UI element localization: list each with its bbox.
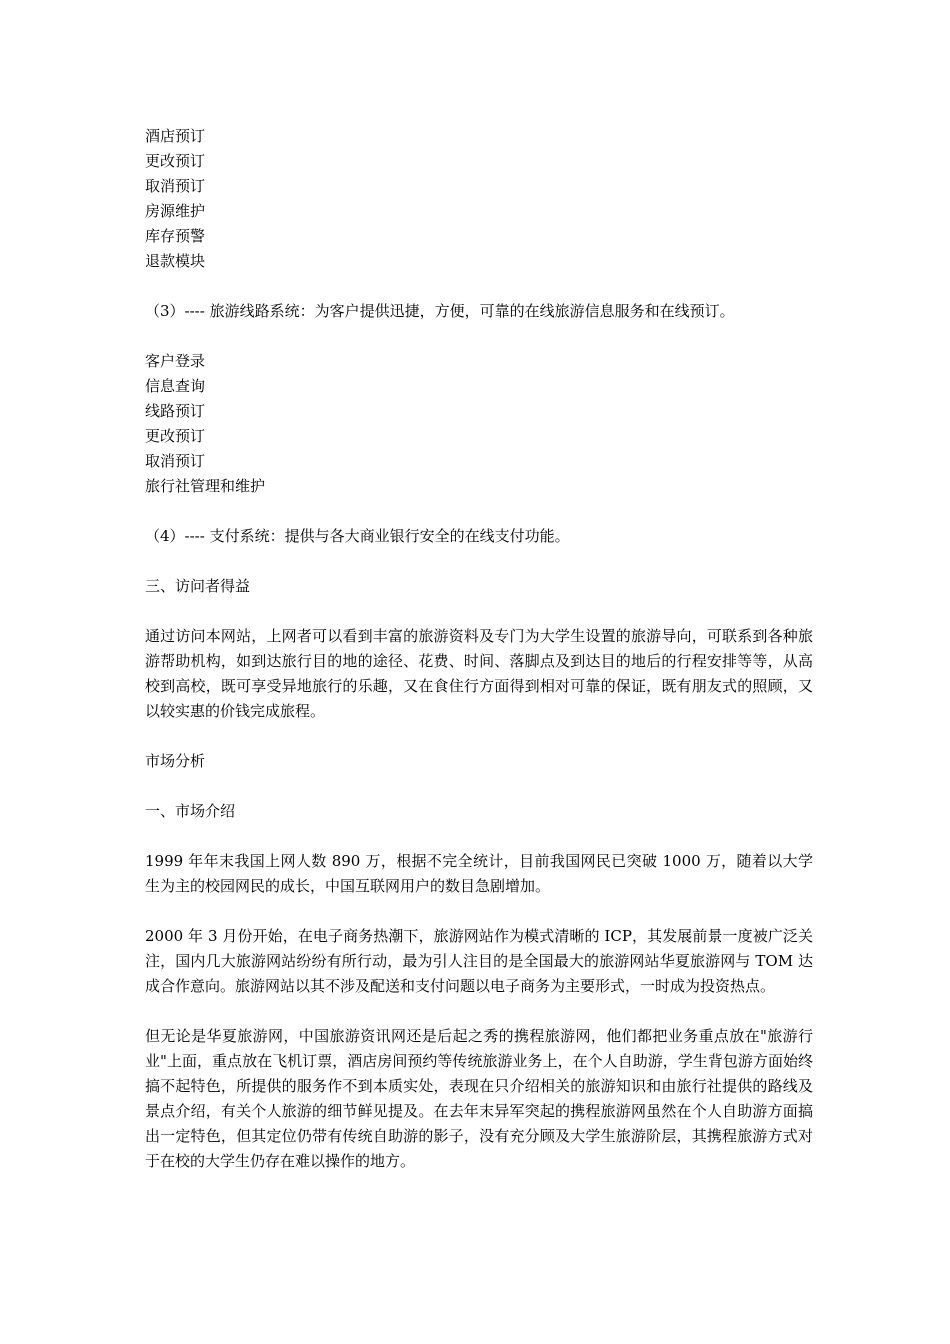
visitor-benefits-paragraph: 通过访问本网站，上网者可以看到丰富的旅游资料及专门为大学生设置的旅游导向，可联系到各种旅游帮助机构，如到达旅行目的地的途径、花费、时间、落脚点及到达目的地后的行程安排等等，从高校到高校，既可享受异地旅行的乐趣，又在食住行方面得到相对可靠的保证，既有朋友式的照顾，又以较实惠的价钱完成旅程。 xyxy=(145,627,813,720)
heading-visitor-benefits: 三、访问者得益 xyxy=(145,577,251,595)
route-item: 更改预订 xyxy=(145,427,206,445)
route-item: 旅行社管理和维护 xyxy=(145,477,266,495)
market-paragraph-1: 1999 年年末我国上网人数 890 万，根据不完全统计，目前我国网民已突破 1000 万，随着以大学生为主的校园网民的成长，中国互联网用户的数目急剧增加。 xyxy=(145,852,813,895)
document-body xyxy=(145,124,813,1174)
hotel-item: 酒店预订 xyxy=(145,127,206,145)
route-item: 线路预订 xyxy=(145,402,206,420)
heading-market-analysis: 市场分析 xyxy=(145,752,206,770)
route-item: 取消预订 xyxy=(145,452,206,470)
hotel-item: 取消预订 xyxy=(145,177,206,195)
route-item: 客户登录 xyxy=(145,352,206,370)
hotel-item: 库存预警 xyxy=(145,227,206,245)
market-paragraph-2: 2000 年 3 月份开始，在电子商务热潮下，旅游网站作为模式清晰的 ICP，其发展前景一度被广泛关注，国内几大旅游网站纷纷有所行动，最为引人注目的是全国最大的旅游网站华夏旅游网与 TOM 达成合作意向。旅游网站以其不涉及配送和支付问题以电子商务为主要形式，一时成为投资热点。 xyxy=(145,927,813,995)
hotel-item: 更改预订 xyxy=(145,152,206,170)
heading-market-intro: 一、市场介绍 xyxy=(145,802,236,820)
hotel-item: 房源维护 xyxy=(145,202,206,220)
section-3-route-system: （3）---- 旅游线路系统：为客户提供迅捷，方便，可靠的在线旅游信息服务和在线预订。 xyxy=(145,302,735,320)
hotel-item: 退款模块 xyxy=(145,252,206,270)
section-4-payment-system: （4）---- 支付系统：提供与各大商业银行安全的在线支付功能。 xyxy=(145,527,570,545)
route-item: 信息查询 xyxy=(145,377,206,395)
market-paragraph-3: 但无论是华夏旅游网，中国旅游资讯网还是后起之秀的携程旅游网，他们都把业务重点放在"旅游行业"上面，重点放在飞机订票，酒店房间预约等传统旅游业务上，在个人自助游，学生背包游方面始终搞不起特色，所提供的服务作不到本质实处，表现在只介绍相关的旅游知识和由旅行社提供的路线及景点介绍，有关个人旅游的细节鲜见提及。在去年末异军突起的携程旅游网虽然在个人自助游方面搞出一定特色，但其定位仍带有传统自助游的影子，没有充分顾及大学生旅游阶层，其携程旅游方式对于在校的大学生仍存在难以操作的地方。 xyxy=(145,1027,813,1170)
